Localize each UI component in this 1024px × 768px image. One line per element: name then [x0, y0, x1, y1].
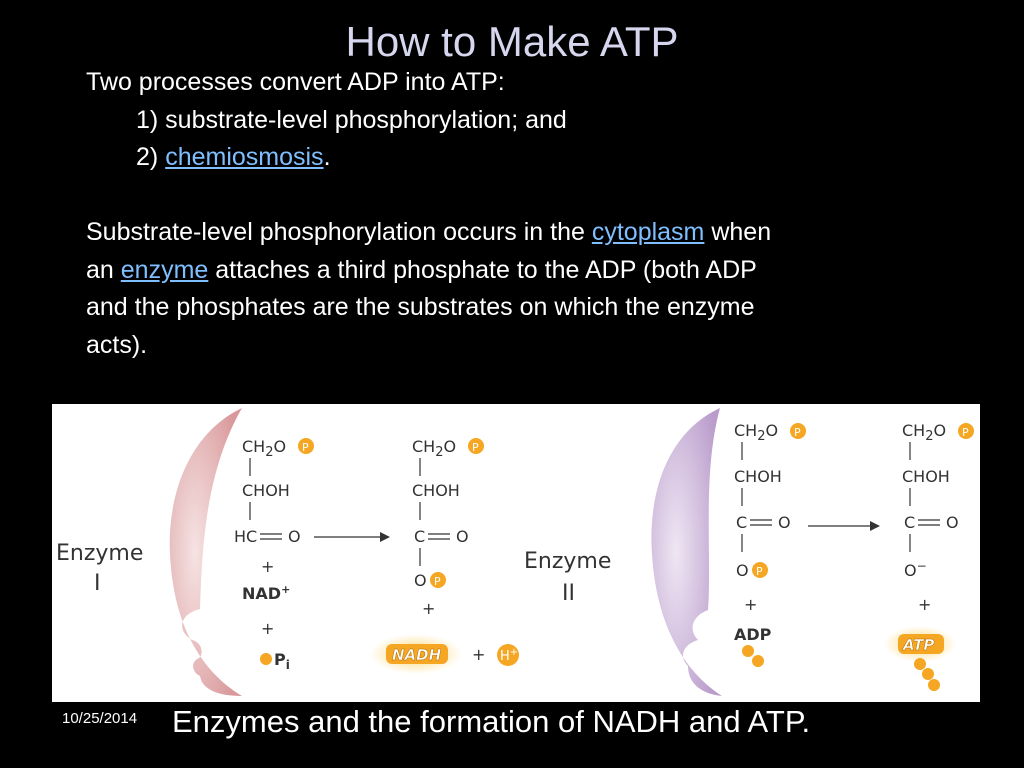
- intro-line: Two processes convert ADP into ATP:: [86, 68, 505, 96]
- paragraph-line-1: [86, 214, 966, 252]
- phosphate-label: P: [794, 426, 801, 439]
- svg-text:+: +: [472, 645, 486, 664]
- paragraph-text: when: [704, 218, 772, 246]
- substrate-2: [734, 421, 791, 644]
- svg-text:CHOH: CHOH: [902, 467, 950, 486]
- svg-text:CHOH: CHOH: [242, 481, 290, 500]
- enzyme-2-numeral: II: [562, 581, 575, 606]
- enzyme-link[interactable]: enzyme: [120, 255, 209, 284]
- enzyme-1-shape: [170, 408, 242, 696]
- phosphate-label: P: [756, 565, 763, 578]
- enzyme-1-label: Enzyme: [56, 541, 144, 566]
- svg-text:+: +: [744, 595, 758, 614]
- svg-text:+: +: [918, 595, 932, 614]
- list-item-1: 1) substrate-level phosphorylation; and: [136, 105, 567, 134]
- chemiosmosis-link[interactable]: chemiosmosis: [165, 143, 324, 171]
- svg-text:CH2O: $CH_2O$: [902, 421, 947, 444]
- slide-date: 10/25/2014: [62, 710, 138, 727]
- product-1: [412, 437, 485, 664]
- svg-text:CH2O: $CH_2O$: [242, 437, 287, 460]
- figure-caption: Enzymes and the formation of NADH and ATP.: [172, 704, 811, 739]
- svg-text:CHOH: CHOH: [734, 467, 782, 486]
- svg-text:O−: O−: [904, 559, 927, 580]
- paragraph-text: Substrate-level phosphorylation occurs in the: [86, 218, 592, 246]
- svg-text:CH2O: $CH_2O$: [412, 437, 457, 460]
- svg-text:O: O: [736, 561, 749, 580]
- svg-text:ADP: ADP: [734, 625, 772, 644]
- substrate-1: [234, 437, 301, 672]
- svg-text:+: +: [261, 557, 275, 576]
- atp-phosphate-chain: [914, 658, 940, 691]
- enzyme-2-label: Enzyme: [524, 549, 612, 574]
- adp-phosphate-chain: [742, 645, 764, 667]
- svg-text:O: O: [288, 527, 301, 546]
- slide-body: [86, 64, 966, 364]
- slide-title: How to Make ATP: [345, 18, 679, 65]
- enzyme-2-shape: [651, 408, 722, 696]
- svg-text:C: C: [904, 513, 916, 532]
- phosphate-label: P: [434, 575, 441, 588]
- phosphate-label: P: [962, 426, 969, 439]
- paragraph-text: attaches a third phosphate to the ADP (both ADP: [208, 255, 757, 284]
- nadh-label: NADH: [392, 646, 442, 664]
- paragraph-line-3: and the phosphates are the substrates on which the enzyme: [86, 293, 755, 321]
- phosphate-label: P: [472, 441, 479, 454]
- svg-text:O: O: [946, 513, 959, 532]
- svg-text:NAD+: NAD+: [242, 583, 291, 603]
- paragraph-line-4: acts).: [86, 330, 148, 359]
- reaction-arrow-2: [808, 521, 880, 531]
- list-item-2: [86, 139, 966, 177]
- list-item-2-suffix: .: [323, 143, 331, 171]
- product-2: [902, 421, 959, 614]
- svg-text:O: O: [414, 571, 427, 590]
- svg-text:C: C: [736, 513, 748, 532]
- svg-text:+: +: [261, 619, 275, 638]
- reaction-arrow-1: [314, 532, 390, 542]
- svg-text:Pi: $P_i$: [274, 650, 290, 672]
- paragraph-line-2: [86, 252, 966, 290]
- svg-text:C: C: [414, 527, 426, 546]
- paragraph-text: an: [86, 255, 121, 284]
- enzyme-diagram: [52, 404, 980, 702]
- svg-text:HC: HC: [234, 527, 258, 546]
- phosphate-label: P: [302, 441, 309, 454]
- atp-label: ATP: [903, 636, 935, 654]
- svg-text:CHOH: CHOH: [412, 481, 460, 500]
- svg-text:CH2O: $CH_2O$: [734, 421, 779, 444]
- cytoplasm-link[interactable]: cytoplasm: [591, 218, 705, 246]
- svg-text:O: O: [456, 527, 469, 546]
- list-item-2-prefix: 2): [136, 143, 166, 171]
- proton-label: H+: [500, 647, 519, 664]
- svg-text:+: +: [422, 599, 436, 618]
- enzyme-1-numeral: I: [94, 571, 101, 596]
- spacer: [86, 177, 966, 215]
- svg-text:O: O: [778, 513, 791, 532]
